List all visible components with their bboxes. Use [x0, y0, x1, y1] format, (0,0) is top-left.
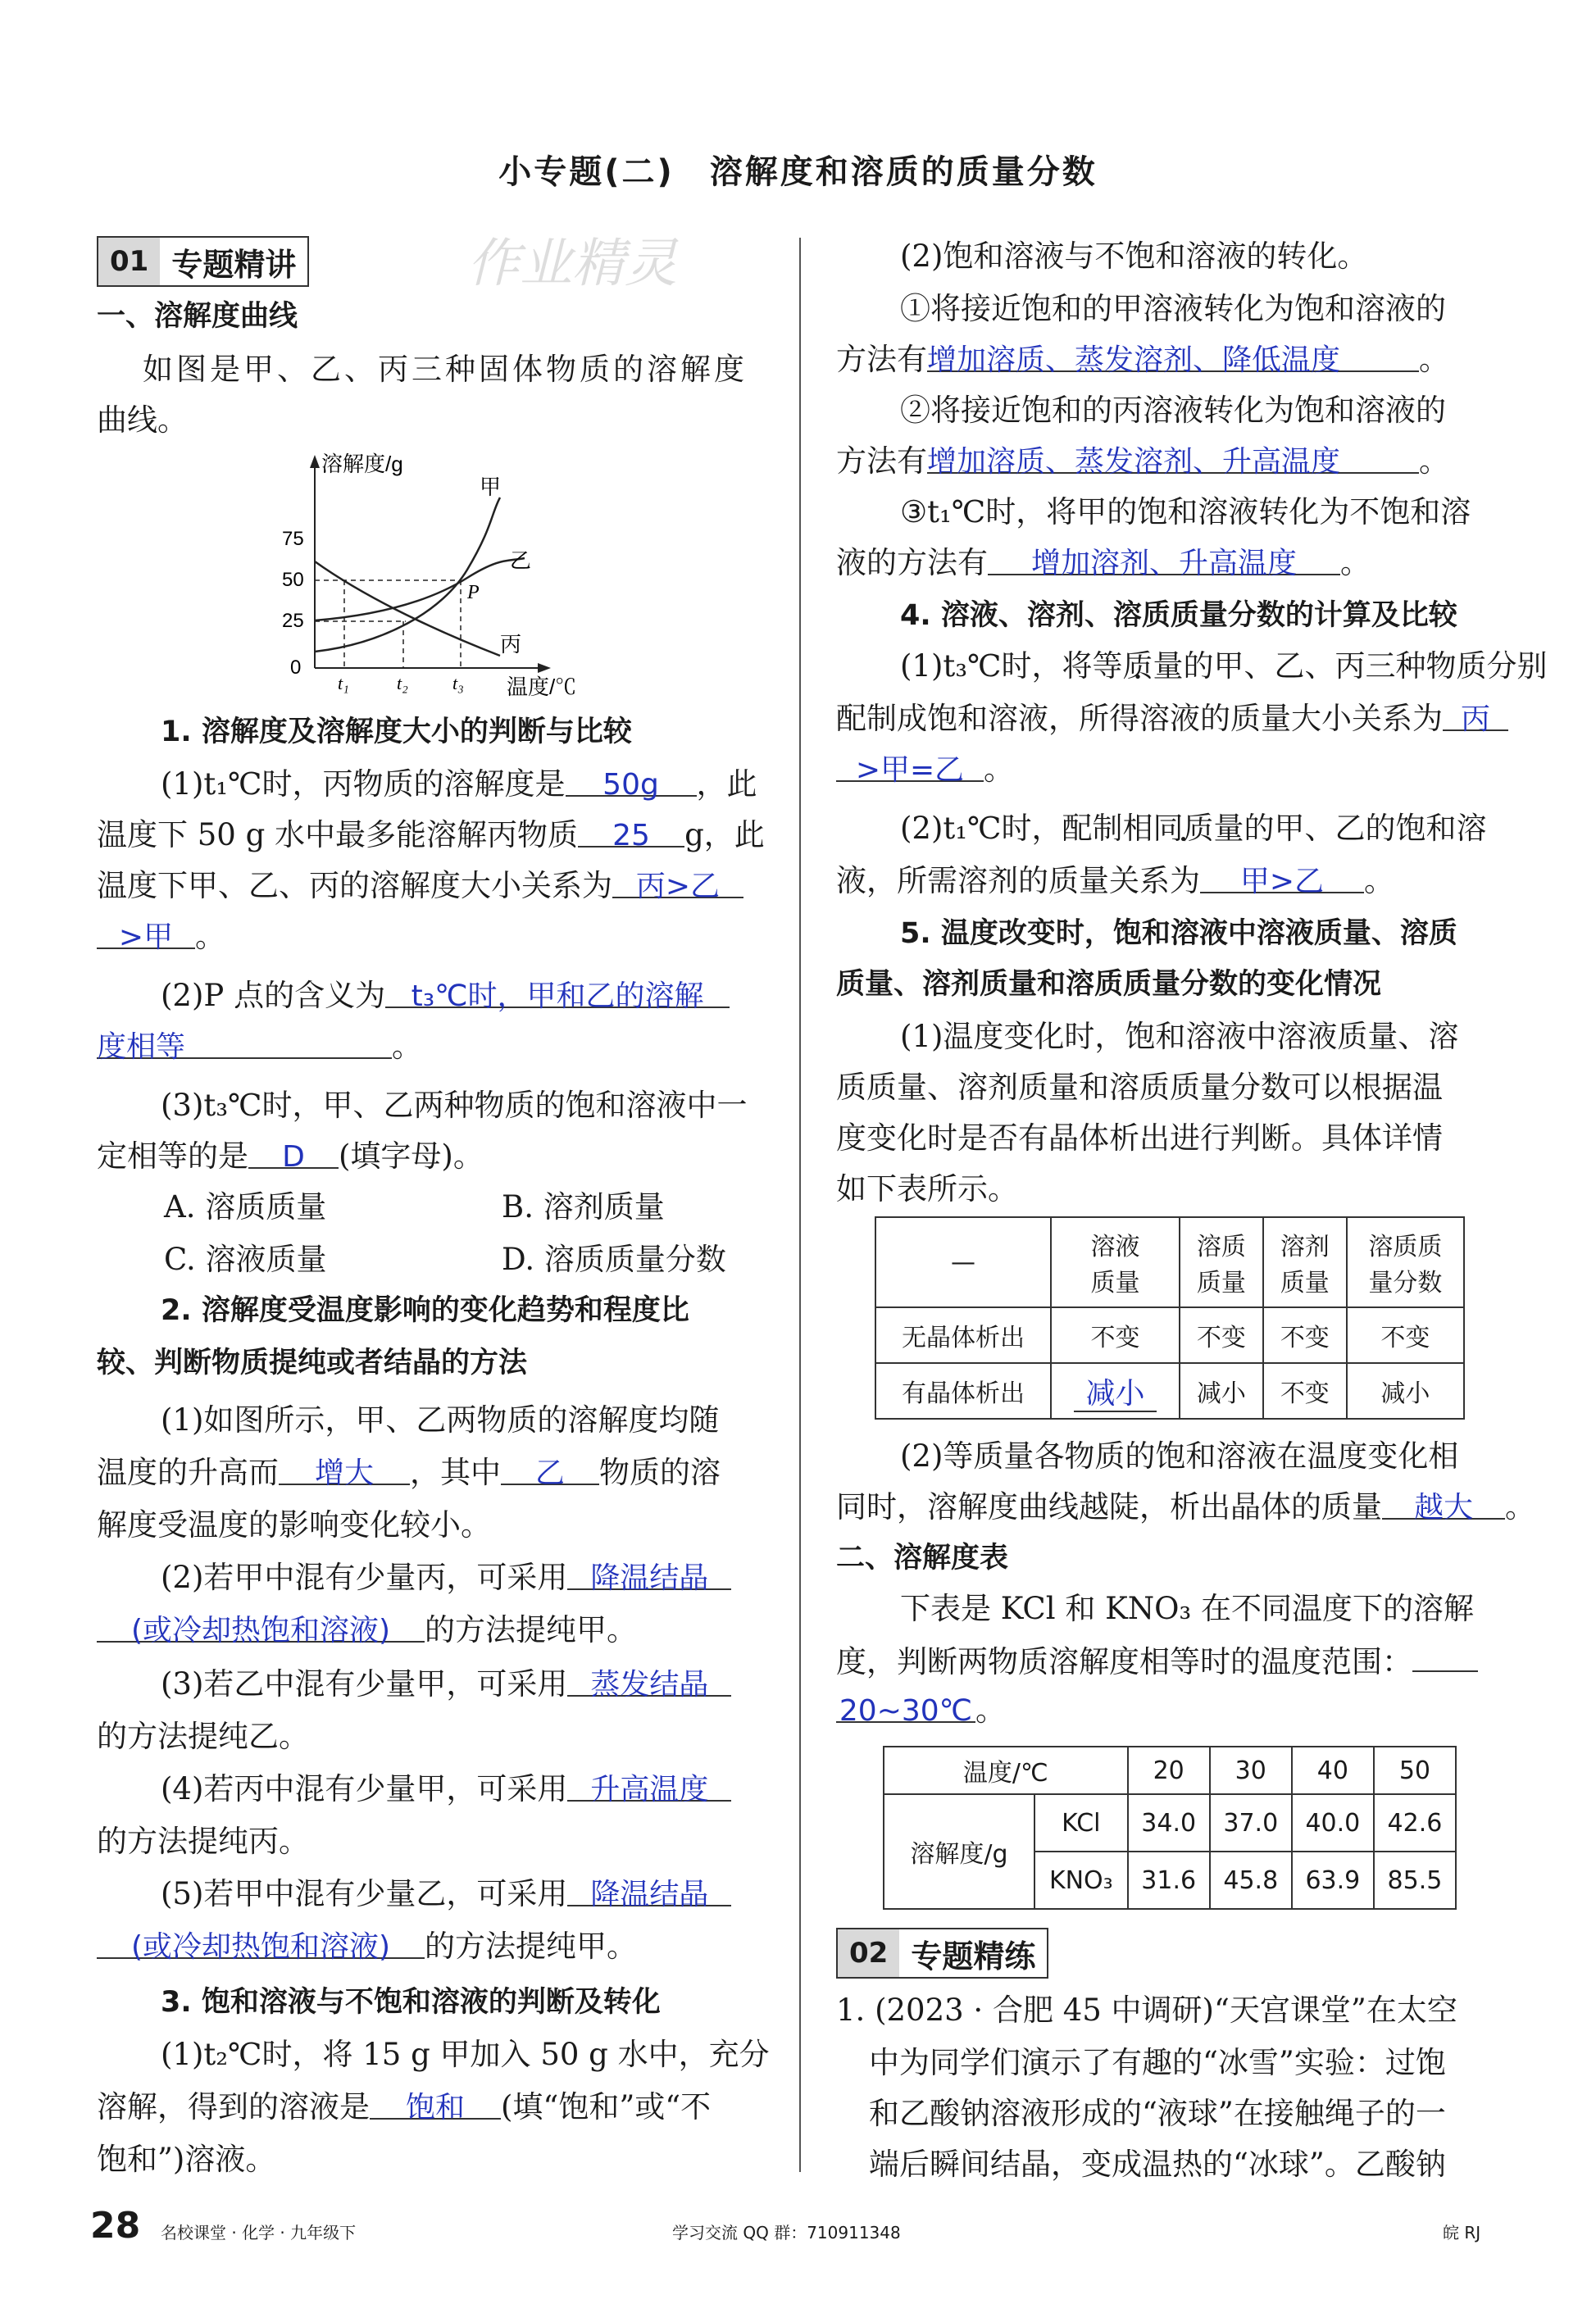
q3-line2: 溶解，得到的溶液是 饱和 (填“饱和”或“不 [97, 2082, 711, 2133]
table-cell: 不变 [1180, 1307, 1263, 1363]
q2-line8: (4)若丙中混有少量甲，可采用 升高温度 [161, 1764, 731, 1815]
q2-blank5[interactable]: 升高温度 [567, 1764, 731, 1802]
option-b: B. 溶剂质量 [502, 1189, 665, 1225]
part2-p2: 度，判断两物质溶解度相等时的温度范围： [836, 1634, 1478, 1688]
page-title: 小专题(二) 溶解度和溶质的质量分数 [498, 153, 1098, 191]
q3-blank3[interactable]: 增加溶质、蒸发溶剂、升高温度 [927, 436, 1419, 474]
table-cell: 34.0 [1128, 1794, 1210, 1852]
table-row [875, 1363, 1464, 1419]
table-cell-answer[interactable]: 减小 [1051, 1363, 1180, 1419]
q2-heading-1: 2. 溶解度受温度影响的变化趋势和程度比 [161, 1294, 689, 1327]
section-number: 02 [838, 1929, 899, 1977]
temp-value: 20 [1128, 1747, 1210, 1794]
q5-p2: 质质量、溶剂质量和溶质质量分数可以根据温 [836, 1070, 1443, 1105]
table-cell: 不变 [1347, 1307, 1464, 1363]
curve-yi [315, 558, 525, 620]
q4-line1: (1)t₃℃时，将等质量 •的甲、乙、丙三种物质分别 [900, 641, 1548, 692]
ex1-line2: 中为同学们演示了有趣的“冰雪”实验：过饱 [869, 2045, 1446, 2080]
x-tick-t2: t₂ [397, 673, 408, 693]
section-title: 专题精讲 [171, 246, 297, 283]
y-tick-25: 25 [282, 610, 304, 632]
footer-center: 学习交流 QQ 群：710911348 [672, 2223, 901, 2243]
q2-line11: (或冷却热饱和溶液) 的方法提纯甲。 [97, 1921, 637, 1972]
q5-s2-line2: 同时，溶解度曲线越陡，析出晶体的质量 越大 。 [836, 1482, 1535, 1533]
q1-blank5[interactable]: D [248, 1131, 339, 1169]
q2-line2: 温度的升高而 增大 ，其中 乙 物质的溶 [97, 1447, 721, 1498]
label-bing: 丙 [500, 632, 522, 657]
q1-line3: 温度下甲、乙、丙的溶解度大小关系为 丙>乙 [97, 861, 743, 911]
q1-line2: 温度下 50 g 水中最多能溶解丙物质 25 g，此 [97, 810, 765, 861]
temp-value: 40 [1292, 1747, 1374, 1794]
q5-p1: (1)温度变化时，饱和溶液中溶液质量、溶 [900, 1019, 1459, 1054]
table-cell: 不变 [1263, 1307, 1347, 1363]
q2-blank1[interactable]: 增大 [279, 1447, 410, 1485]
q3-c2-line1: ②将接近饱和的丙溶液转化为饱和溶液的 [900, 393, 1446, 428]
table-cell: 31.6 [1128, 1852, 1210, 1909]
q4-blank1b[interactable]: >甲=乙 [836, 744, 984, 782]
q5-p3: 度变化时是否有晶体析出进行判断。具体详情 [836, 1120, 1443, 1156]
q1-line5: (2)P 点的含义为 t₃℃时，甲和乙的溶解 [161, 970, 730, 1021]
curve-intro-1: 如图是甲、乙、丙三种固体物质的溶解度 [143, 352, 748, 387]
q1-line7: (3)t₃℃时，甲、乙两种物质的饱和溶液中一 [161, 1088, 748, 1123]
option-a: A. 溶质质量 [164, 1189, 327, 1225]
q3-blank4[interactable]: 增加溶剂、升高温度 [988, 538, 1340, 575]
footer-left: 名校课堂 · 化学 · 九年级下 [161, 2223, 357, 2243]
section-badge-01 [97, 236, 309, 287]
q1-blank2[interactable]: 25 [578, 810, 684, 847]
q3-c1-line2: 方法有增加溶质、蒸发溶剂、降低温度 。 [836, 334, 1449, 385]
curve-intro-2: 曲线。 [97, 402, 188, 438]
table-row [875, 1307, 1464, 1363]
row-label: 有晶体析出 [875, 1363, 1051, 1419]
col-header: 溶质 质量 [1180, 1217, 1263, 1307]
q4-heading: 4. 溶液、溶剂、溶质质量分数的计算及比较 [900, 599, 1457, 632]
q1-blank1[interactable]: 50g [566, 759, 697, 797]
q1-heading: 1. 溶解度及溶解度大小的判断与比较 [161, 716, 632, 748]
ex1-line3: 和乙酸钠溶液形成的“液球”在接触绳子的一 [869, 2096, 1446, 2131]
q2-line3: 解度受温度的影响变化较小。 [97, 1507, 491, 1543]
x-axis-arrow [538, 663, 551, 673]
table-cell: 减小 [1347, 1363, 1464, 1419]
q1-blank3[interactable]: 丙>乙 [612, 861, 743, 898]
x-tick-t1: t₁ [338, 673, 349, 693]
table-cell: 85.5 [1374, 1852, 1456, 1909]
watermark: 作业精灵 [467, 234, 677, 294]
part2-blank-lead [1412, 1634, 1478, 1672]
x-axis-label: 温度/℃ [507, 675, 577, 699]
x-tick-t3: t₃ [452, 673, 464, 693]
section-badge-02 [836, 1928, 1048, 1979]
q3-c3-line2: 液的方法有 增加溶剂、升高温度 。 [836, 538, 1371, 588]
substance-name: KCl [1034, 1794, 1128, 1852]
table-cell: 63.9 [1292, 1852, 1374, 1909]
y-tick-0: 0 [290, 657, 302, 679]
group-label: 溶解度/g [884, 1794, 1034, 1909]
temp-value: 30 [1210, 1747, 1292, 1794]
q2-blank3b[interactable]: (或冷却热饱和溶液) [97, 1605, 425, 1643]
table-cell: 不变 [1051, 1307, 1180, 1363]
q2-line7: 的方法提纯乙。 [97, 1719, 309, 1754]
table-cell: 减小 [1180, 1363, 1263, 1419]
col-header: 溶液 质量 [1051, 1217, 1180, 1307]
q2-blank6[interactable]: 降温结晶 [567, 1869, 731, 1906]
part2-p1: 下表是 KCl 和 KNO₃ 在不同温度下的溶解 [900, 1591, 1475, 1626]
solubility-table [883, 1746, 1457, 1910]
q4-line4: (2)t₁℃时，配制相同质量 •的甲、乙的饱和溶 [900, 803, 1487, 854]
q4-line2: 配制成饱和溶液，所得溶液的质量大小关系为 丙 [836, 693, 1508, 744]
q3-c1-line1: ①将接近饱和的甲溶液转化为饱和溶液的 [900, 291, 1446, 326]
q5-blank1[interactable]: 越大 [1382, 1482, 1505, 1520]
q3-part2: (2)饱和溶液与不饱和溶液的转化。 [900, 239, 1368, 274]
q2-line5: (或冷却热饱和溶液) 的方法提纯甲。 [97, 1605, 637, 1656]
q3-heading: 3. 饱和溶液与不饱和溶液的判断及转化 [161, 1986, 661, 2019]
q1-line1: (1)t₁℃时，丙物质的溶解度是 50g ，此 [161, 759, 757, 810]
q1-blank3b[interactable]: >甲 [97, 911, 195, 949]
q5-heading-1: 5. 温度改变时，饱和溶液中溶液质量、溶质 [900, 917, 1457, 950]
q5-heading-2: 质量、溶剂质量和溶质质量分数的变化情况 [836, 968, 1382, 1001]
q2-line1: (1)如图所示，甲、乙两物质的溶解度均随 [161, 1402, 720, 1438]
table-cell: 不变 [1263, 1363, 1347, 1419]
q4-line3: >甲=乙 。 [836, 744, 1014, 795]
q1-line8: 定相等的是 D (填字母)。 [97, 1131, 484, 1182]
column-divider [799, 238, 801, 2172]
curve-heading: 一、溶解度曲线 [97, 300, 298, 333]
part2-blank1[interactable]: 20~30℃ [836, 1685, 975, 1723]
label-yi: 乙 [510, 548, 532, 573]
q2-heading-2: 较、判断物质提纯或者结晶的方法 [97, 1347, 528, 1379]
footer-right: 皖 RJ [1443, 2223, 1481, 2243]
q1-line6: 度相等 。 [97, 1021, 422, 1072]
part2-p3: 20~30℃ 。 [836, 1685, 1006, 1736]
q2-line9: 的方法提纯丙。 [97, 1824, 309, 1859]
q1-line4: >甲 。 [97, 911, 225, 962]
label-jia: 甲 [480, 475, 502, 499]
q2-line10: (5)若甲中混有少量乙，可采用 降温结晶 [161, 1869, 731, 1920]
q4-line5: 液，所需溶剂的质量关系为 甲>乙 。 [836, 856, 1394, 907]
ex1-line4: 端后瞬间结晶，变成温热的“冰球”。乙酸钠 [869, 2147, 1446, 2182]
q2-blank2[interactable]: 乙 [501, 1447, 599, 1485]
option-c: C. 溶液质量 [164, 1242, 327, 1277]
table-cell: 45.8 [1210, 1852, 1292, 1909]
q2-line6: (3)若乙中混有少量甲，可采用 蒸发结晶 [161, 1659, 731, 1710]
temp-header: 温度/℃ [884, 1747, 1128, 1794]
table-cell: 42.6 [1374, 1794, 1456, 1852]
section-title: 专题精练 [911, 1938, 1036, 1974]
q1-blank4b[interactable]: 度相等 [97, 1021, 392, 1059]
section-number: 01 [98, 238, 160, 285]
q1-blank4[interactable]: t₃℃时，甲和乙的溶解 [385, 970, 730, 1008]
part2-heading: 二、溶解度表 [836, 1542, 1009, 1575]
q3-c2-line2: 方法有增加溶质、蒸发溶剂、升高温度 。 [836, 436, 1449, 487]
q2-blank6b[interactable]: (或冷却热饱和溶液) [97, 1921, 425, 1959]
y-axis-label: 溶解度/g [321, 452, 403, 476]
y-axis-arrow [310, 455, 320, 468]
table-row [884, 1794, 1456, 1852]
table-corner: — [875, 1217, 1051, 1307]
q4-blank2[interactable]: 甲>乙 [1200, 856, 1364, 893]
q3-c3-line1: ③t₁℃时，将甲的饱和溶液转化为不饱和溶 [900, 494, 1471, 529]
q2-line4: (2)若甲中混有少量丙，可采用 降温结晶 [161, 1552, 731, 1603]
q3-line1: (1)t₂℃时，将 15 g 甲加入 50 g 水中，充分 [161, 2037, 770, 2072]
page-number: 28 [90, 2205, 141, 2247]
col-header: 溶剂 质量 [1263, 1217, 1347, 1307]
table-cell: 40.0 [1292, 1794, 1374, 1852]
q2-blank4[interactable]: 蒸发结晶 [567, 1659, 731, 1697]
q3-blank1[interactable]: 饱和 [370, 2082, 501, 2120]
change-table [875, 1216, 1465, 1420]
table-cell: 37.0 [1210, 1794, 1292, 1852]
col-header: 溶质质 量分数 [1347, 1217, 1464, 1307]
substance-name: KNO₃ [1034, 1852, 1128, 1909]
row-label: 无晶体析出 [875, 1307, 1051, 1363]
q5-p4: 如下表所示。 [836, 1171, 1018, 1206]
y-tick-50: 50 [282, 569, 304, 591]
solubility-chart [262, 447, 590, 709]
q4-blank1[interactable]: 丙 [1443, 693, 1508, 731]
y-tick-75: 75 [282, 528, 304, 550]
temp-value: 50 [1374, 1747, 1456, 1794]
label-p: P [467, 582, 480, 603]
q3-blank2[interactable]: 增加溶质、蒸发溶剂、降低温度 [927, 334, 1419, 372]
ex1-line1: 1. (2023 · 合肥 45 中调研)“天宫课堂”在太空 [836, 1993, 1457, 2028]
q2-blank3[interactable]: 降温结晶 [567, 1552, 731, 1590]
q5-s2-line1: (2)等质量各物质的饱和溶液在温度变化相 [900, 1438, 1459, 1474]
option-d: D. 溶质质量分数 [502, 1242, 726, 1277]
q3-line3: 饱和”)溶液。 [97, 2142, 276, 2177]
